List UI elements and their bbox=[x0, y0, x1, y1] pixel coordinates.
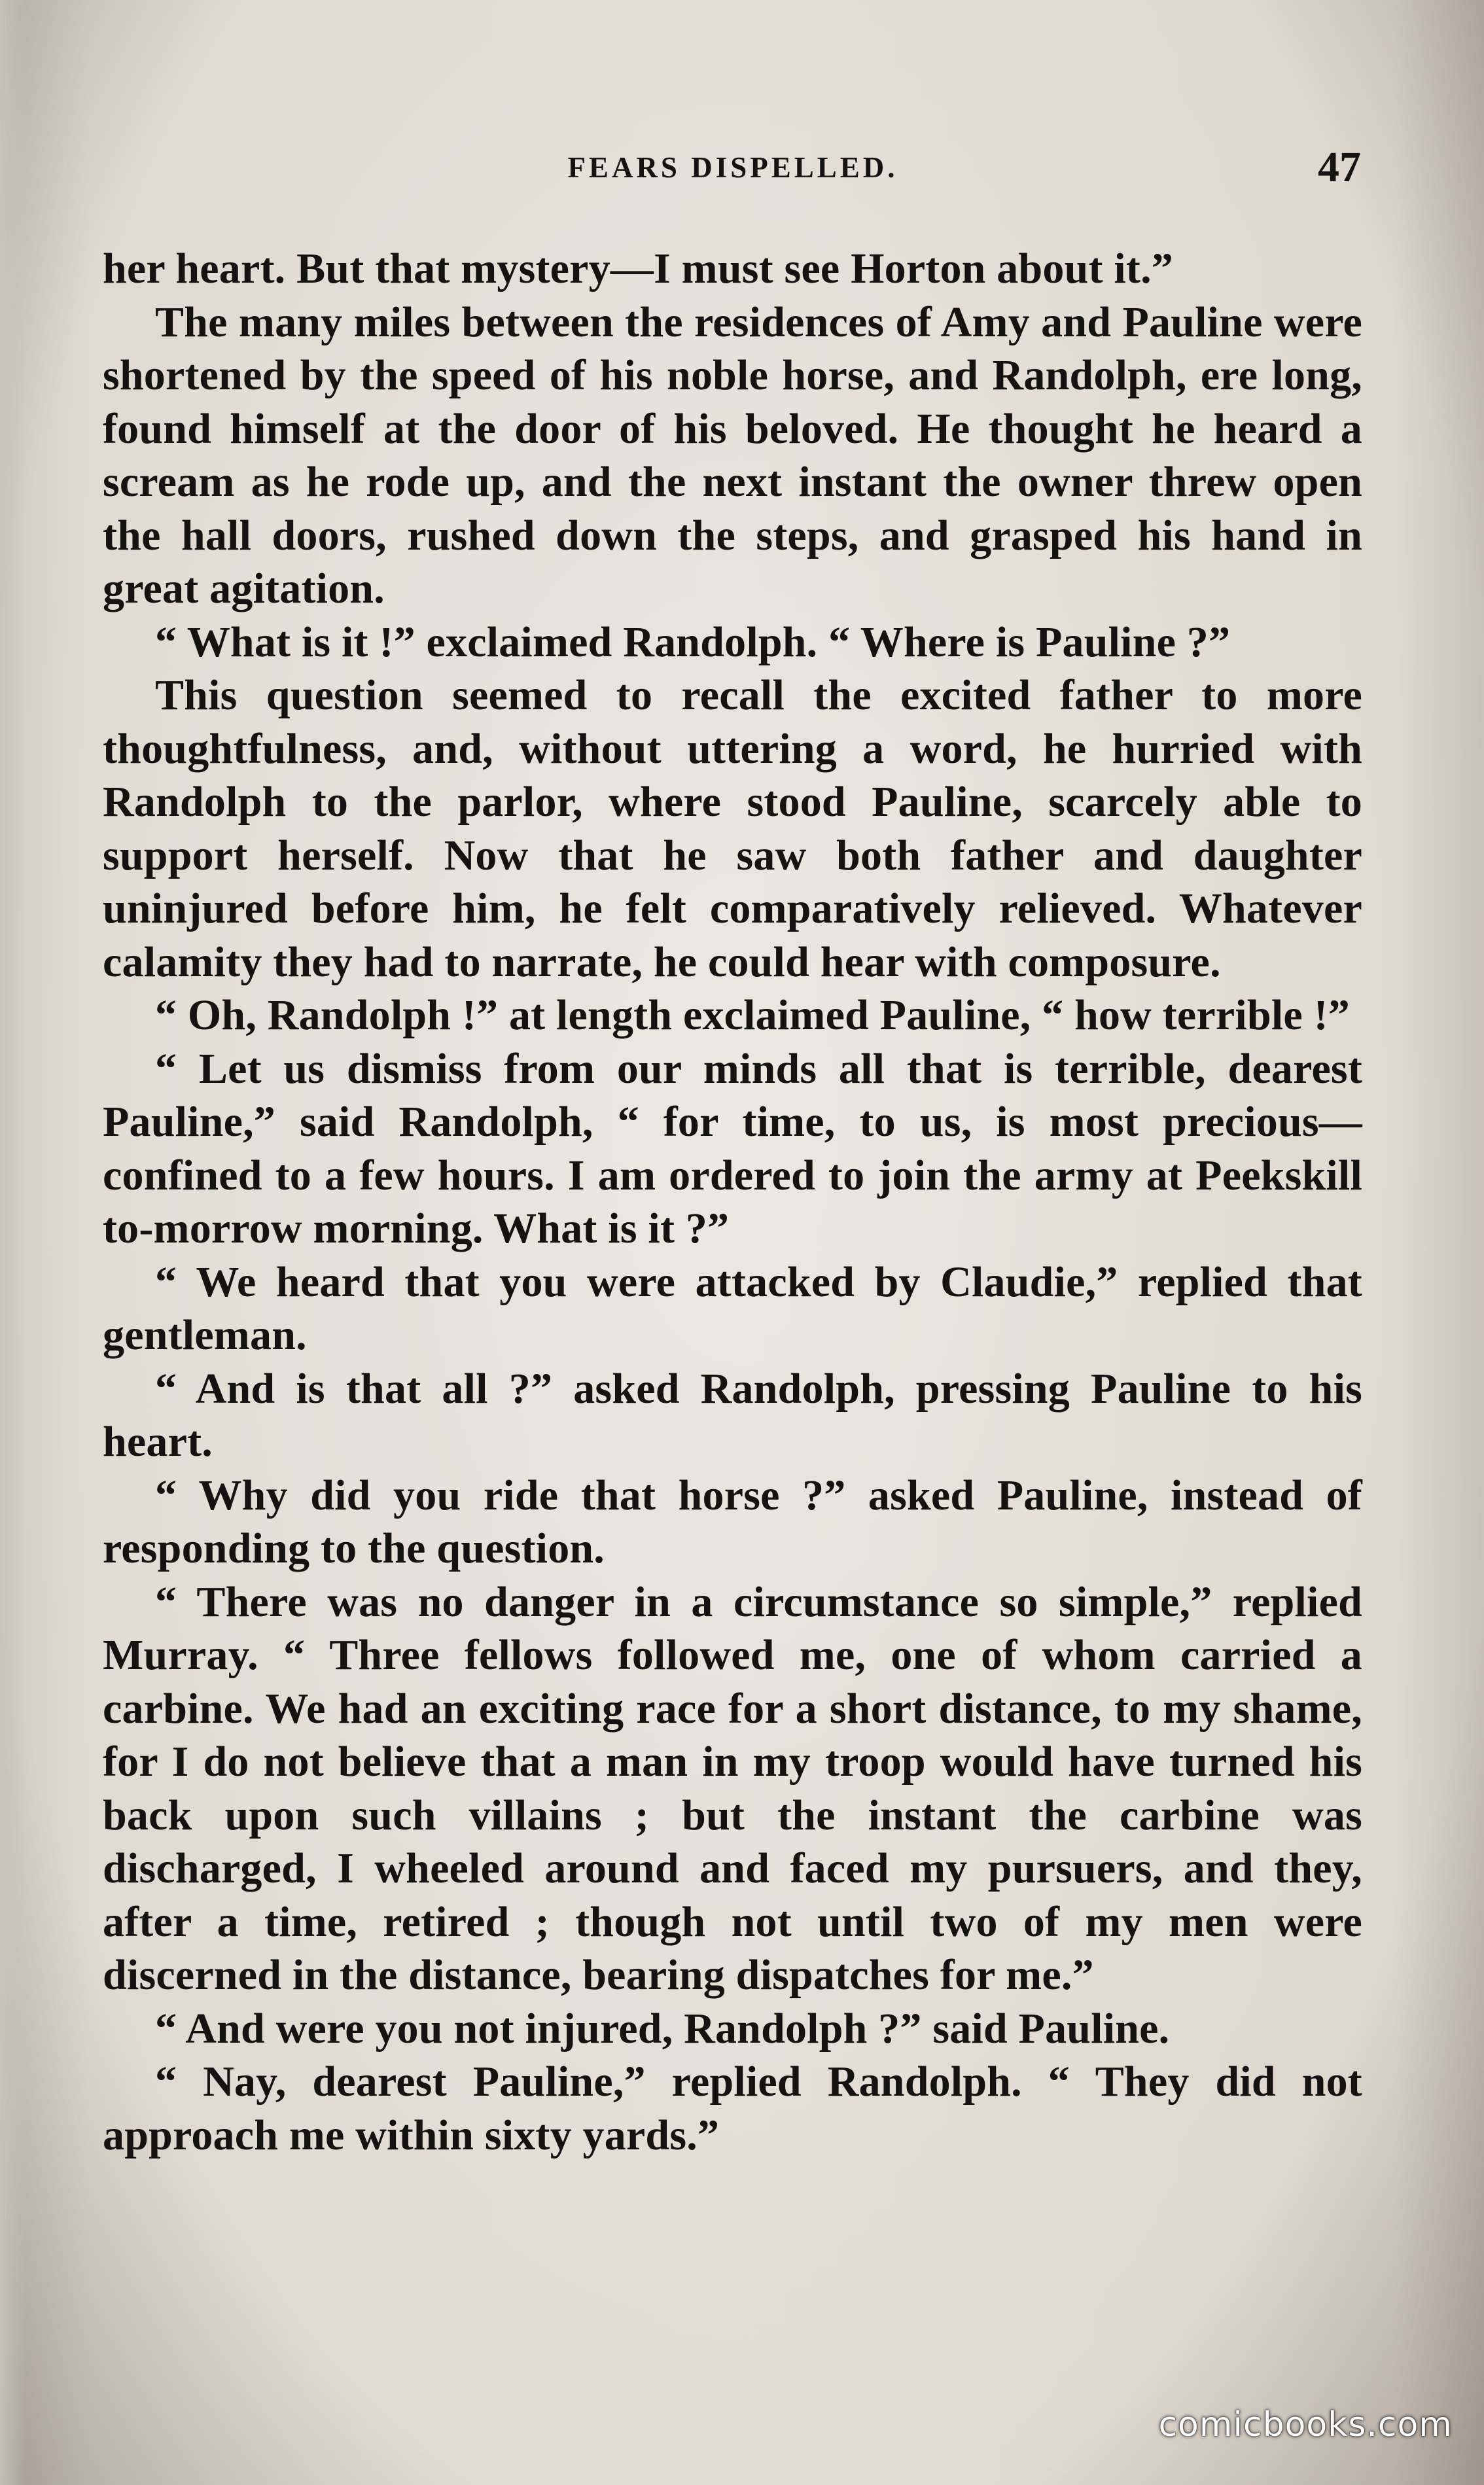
paragraph: “ And were you not injured, Randolph ?” said Pauline. bbox=[155, 2004, 1170, 2053]
paragraph: “ Nay, dearest Pauline,” replied Randolph. “ They did not approach me within sixty yards.” bbox=[103, 2058, 1362, 2159]
paragraph: “ We heard that you were attacked by Claudie,” replied that gentleman. bbox=[103, 1258, 1362, 1359]
paragraph: “ What is it !” exclaimed Randolph. “ Where is Pauline ?” bbox=[155, 618, 1231, 666]
page-number: 47 bbox=[1318, 143, 1361, 191]
paragraph: “ And is that all ?” asked Randolph, pressing Pauline to his heart. bbox=[103, 1364, 1362, 1466]
paragraph: “ Let us dismiss from our minds all that is terrible, dearest Pauline,” said Randolph, “ for time, to us, is most precious—confined to a few hours. I am ordered to join the army at Peekskill to-morrow morning. What is it ?” bbox=[103, 1044, 1362, 1252]
page-edge-shadow bbox=[0, 0, 26, 2485]
paragraph: “ Why did you ride that horse ?” asked Pauline, instead of responding to the question. bbox=[103, 1471, 1362, 1572]
paragraph: The many miles between the residences of Amy and Pauline were shortened by the speed of his noble horse, and Randolph, ere long, found himself at the door of his beloved. He thought he heard a scream as he rode up, and the next instant the owner threw open the hall doors, rushed down the steps, and grasped his hand in great agitation. bbox=[103, 298, 1362, 612]
running-head bbox=[105, 143, 1361, 202]
paragraph: “ Oh, Randolph !” at length exclaimed Pauline, “ how terrible !” bbox=[155, 991, 1350, 1039]
paragraph: her heart. But that mystery—I must see Horton about it.” bbox=[103, 245, 1173, 292]
watermark: comicbooks.com bbox=[1158, 2405, 1453, 2444]
paragraph: This question seemed to recall the excited father to more thoughtfulness, and, without uttering a word, he hurried with Randolph to the parlor, where stood Pauline, scarcely able to support herself. Now that he saw both father and daughter uninjured before him, he felt comparatively relieved. Whatever calamity they had to narrate, he could hear with composure. bbox=[103, 671, 1362, 986]
paragraph: “ There was no danger in a circumstance so simple,” replied Murray. “ Three fellows followed me, one of whom carried a carbine. We had an exciting race for a short distance, to my shame, for I do not believe that a man in my troop would have turned his back upon such villains ; but the instant the carbine was discharged, I wheeled around and faced my pursuers, and they, after a time, retired ; though not until two of my men were discerned in the distance, bearing dispatches for me.” bbox=[103, 1577, 1362, 1999]
body-text bbox=[103, 242, 1362, 2162]
running-title: FEARS DISPELLED. bbox=[567, 151, 898, 184]
